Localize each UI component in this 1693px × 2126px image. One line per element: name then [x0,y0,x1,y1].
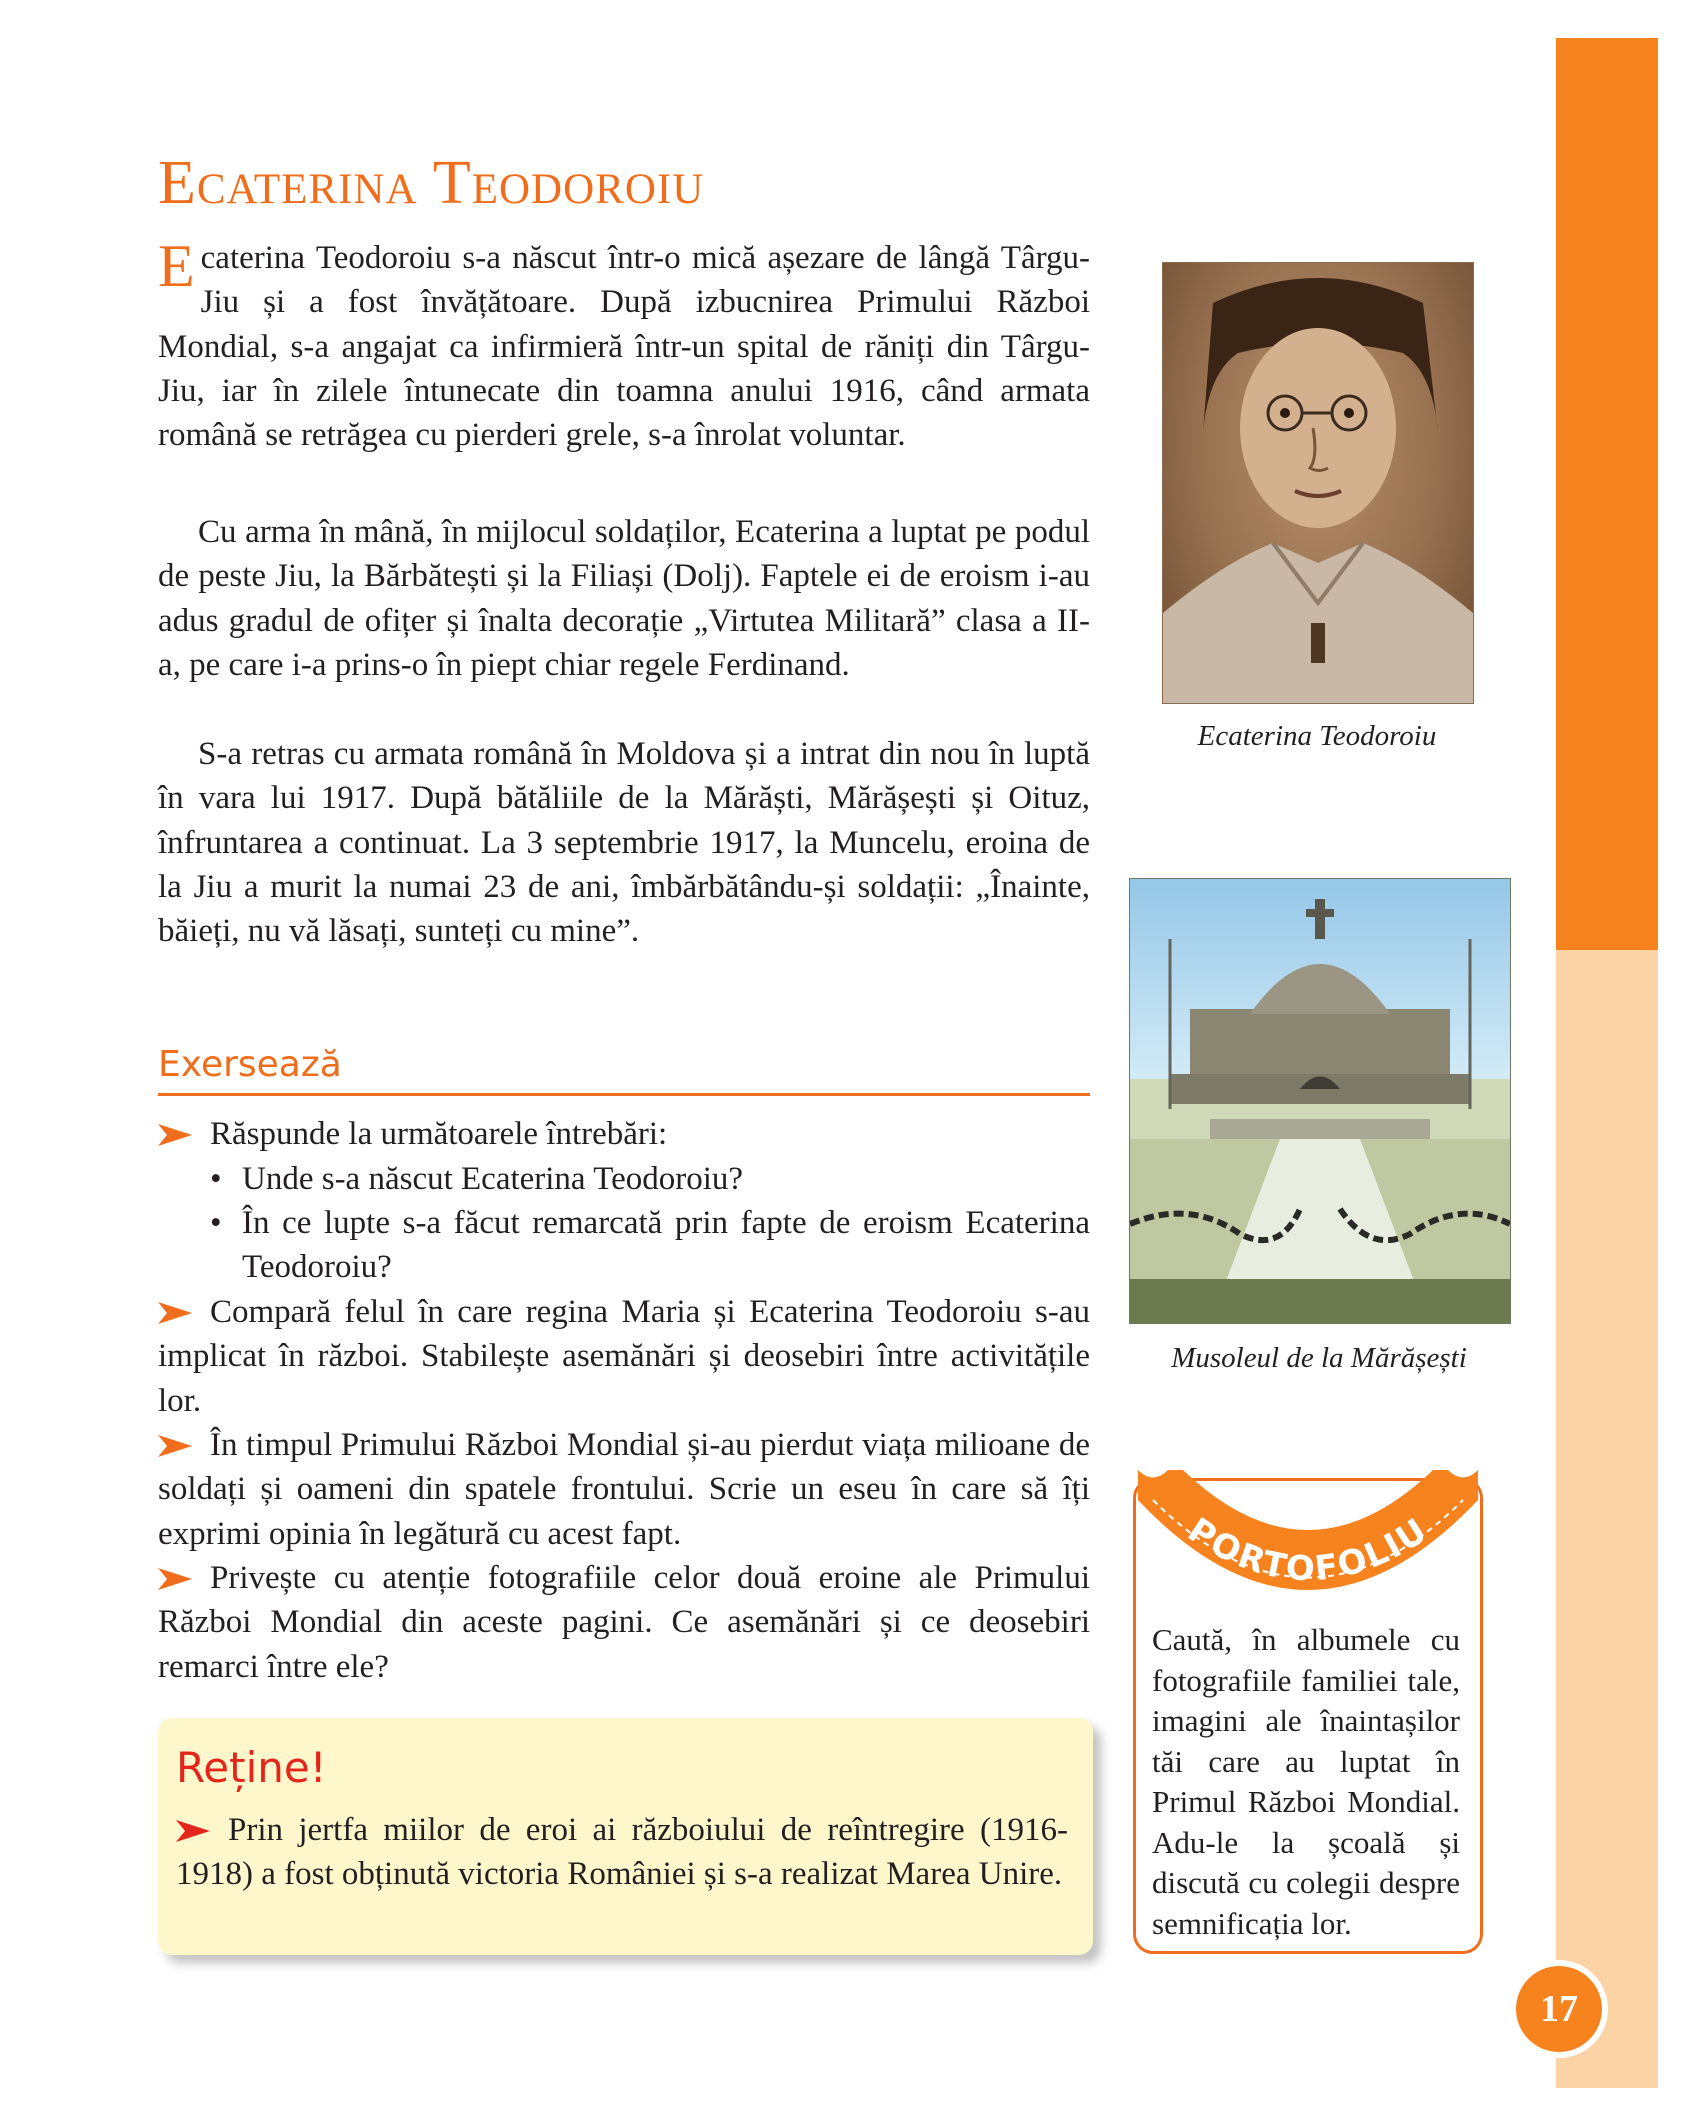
exercise-item-1-text: Răspunde la următoarele întrebări: [210,1116,668,1152]
retine-text-body: Prin jertfa miilor de eroi ai războiului de reîntregire (1916-1918) a fost obținută victoria României și s-a realizat Marea Unire. [176,1812,1068,1893]
page-title: Ecaterina Teodoroiu [158,149,705,217]
portrait-photo [1162,262,1474,704]
side-band-orange [1556,38,1658,950]
article-paragraph-1-text: caterina Teodoroiu s-a născut într-o mică așezare de lângă Târgu-Jiu și a fost învățătoare. După izbucnirea Primului Război Mondial, s-a angajat ca infirmieră într-un spital de răniți din Târgu-Jiu, iar în zilele întunecate din toamna anului 1916, când armata română se retrăgea cu pierderi grele, s-a înrolat voluntar. [158,240,1090,454]
bullet-dot: • [210,1161,222,1197]
retine-text [176,1808,1068,1897]
article-paragraph-1 [158,233,1090,457]
side-band-light [1556,950,1658,2088]
bullet-dot: • [210,1205,222,1241]
mausoleum-caption: Musoleul de la Mărășești [1171,1342,1467,1374]
exercise-item-1 [158,1112,1090,1156]
article-paragraph-2: Cu arma în mână, în mijlocul soldaților, Ecaterina a luptat pe podul de peste Jiu, la Bărbătești și la Filiași (Dolj). Faptele ei de eroism i-au adus gradul de ofițer și înalta decorație „Virtutea Militară” clasa a II-a, pe care i-a prins-o în piept chiar regele Ferdinand. [158,514,1090,683]
retine-title: Reține! [176,1743,327,1792]
exercise-question-1-text: Unde s-a născut Ecaterina Teodoroiu? [242,1161,744,1197]
drop-cap: E [158,233,195,299]
arrow-bullet-icon [158,1290,210,1334]
exercise-item-2 [158,1290,1090,1423]
page-number: 17 [1540,1988,1578,2030]
portrait-caption: Ecaterina Teodoroiu [1197,720,1437,752]
portfolio-badge-label: PORTOFOLIU [1180,1510,1436,1590]
page-number-badge [1516,1966,1602,2052]
exercise-heading: Exersează [158,1044,342,1085]
exercise-item-4-text: Privește cu atenție fotografiile celor două eroine ale Primului Război Mondial din aceste pagini. Ce asemănări și ce deosebiri remarci între ele? [158,1560,1090,1685]
arrow-bullet-icon [158,1423,210,1467]
arrow-bullet-icon [158,1556,210,1600]
exercise-question-1 [210,1157,1142,1201]
exercise-item-4 [158,1556,1090,1689]
exercise-item-3-text: În timpul Primului Război Mondial și-au pierdut viața milioane de soldați și oameni din spatele frontului. Scrie un eseu în care să îți exprimi opinia în legătură cu acest fapt. [158,1427,1090,1552]
portfolio-badge [1133,1470,1483,1630]
exercise-item-2-text: Compară felul în care regina Maria și Ecaterina Teodoroiu s-au implicat în război. Stabilește asemănări și deosebiri între activitățile lor. [158,1294,1090,1419]
svg-text:PORTOFOLIU [1181,1510,1436,1589]
mausoleum-photo [1129,878,1511,1324]
exercise-question-2-text: În ce lupte s-a făcut remarcată prin fapte de eroism Ecaterina Teodoroiu? [242,1205,1090,1286]
exercise-item-3 [158,1423,1090,1556]
exercise-question-2 [210,1201,1090,1290]
arrow-bullet-icon [176,1808,228,1852]
article-paragraph-3: S-a retras cu armata română în Moldova și a intrat din nou în luptă în vara lui 1917. După bătăliile de la Mărăști, Mărășești și Oituz, înfruntarea a continuat. La 3 septembrie 1917, la Muncelu, eroina de la Jiu a murit la numai 23 de ani, îmbărbătându-și soldații: „Înainte, băieți, nu vă lăsați, sunteți cu mine”. [158,736,1090,950]
exercise-rule [158,1093,1090,1096]
portfolio-text: Caută, în albumele cu fotografiile familiei tale, imagini ale înaintașilor tăi care au luptat în Primul Război Mondial. Adu-le la școală și discută cu colegii despre semnificația lor. [1152,1622,1460,1941]
arrow-bullet-icon [158,1112,210,1156]
